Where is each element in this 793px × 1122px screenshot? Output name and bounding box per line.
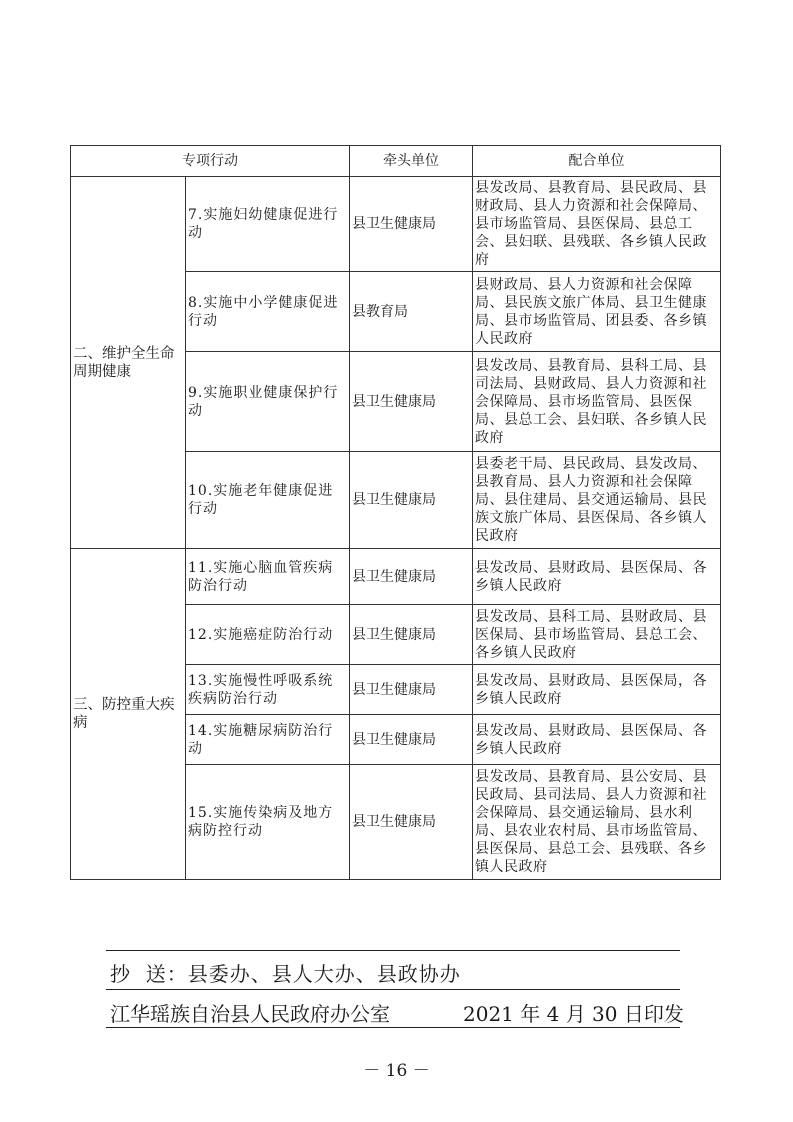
lead-cell: 县卫生健康局	[350, 665, 473, 715]
action-cell: 13.实施慢性呼吸系统疾病防治行动	[186, 665, 350, 715]
category-cell: 三、防控重大疾病	[71, 549, 186, 880]
coop-cell: 县发改局、县财政局、县医保局、各乡镇人民政府	[473, 549, 721, 605]
coop-cell: 县发改局、县教育局、县民政局、县财政局、县人力资源和社会保障局、县市场监管局、县医保局、县总工会、县妇联、县残联、各乡镇人民政府	[473, 177, 721, 272]
page-number: － 16 －	[363, 1061, 430, 1081]
table-row	[71, 177, 721, 272]
lead-cell: 县卫生健康局	[350, 765, 473, 880]
footer-divider-bottom	[106, 1027, 680, 1028]
action-cell: 10.实施老年健康促进行动	[186, 452, 350, 549]
header-lead: 牵头单位	[350, 146, 473, 177]
table-header-row	[71, 146, 721, 177]
action-cell: 11.实施心脑血管疾病防治行动	[186, 549, 350, 605]
action-cell: 7.实施妇幼健康促进行动	[186, 177, 350, 272]
coop-cell: 县发改局、县教育局、县公安局、县民政局、县司法局、县人力资源和社会保障局、县交通运输局、县水利局、县农业农村局、县市场监管局、县医保局、县总工会、县残联、各乡镇人民政府	[473, 765, 721, 880]
coop-cell: 县发改局、县科工局、县财政局、县医保局、县市场监管局、县总工会、各乡镇人民政府	[473, 605, 721, 665]
lead-cell: 县卫生健康局	[350, 605, 473, 665]
table-row	[71, 549, 721, 605]
footer-divider-top	[106, 950, 680, 951]
coop-cell: 县委老干局、县民政局、县发改局、县教育局、县人力资源和社会保障局、县住建局、县交通运输局、县民族文旅广体局、县医保局、各乡镇人民政府	[473, 452, 721, 549]
action-table	[70, 145, 721, 880]
coop-cell: 县发改局、县财政局、县医保局、各乡镇人民政府	[473, 715, 721, 765]
action-cell: 9.实施职业健康保护行动	[186, 352, 350, 452]
cc-line: 抄 送：县委办、县人大办、县政协办	[110, 962, 461, 986]
issue-date: 2021 年 4 月 30 日印发	[463, 1002, 684, 1026]
coop-cell: 县发改局、县教育局、县科工局、县司法局、县财政局、县人力资源和社会保障局、县市场监管局、县医保局、县总工会、县妇联、各乡镇人民政府	[473, 352, 721, 452]
footer-divider-middle	[106, 989, 680, 990]
header-action: 专项行动	[71, 146, 350, 177]
lead-cell: 县卫生健康局	[350, 177, 473, 272]
issuing-office: 江华瑶族自治县人民政府办公室	[110, 1002, 390, 1026]
coop-cell: 县财政局、县人力资源和社会保障局、县民族文旅广体局、县卫生健康局、县市场监管局、团县委、各乡镇人民政府	[473, 272, 721, 352]
header-coop: 配合单位	[473, 146, 721, 177]
lead-cell: 县教育局	[350, 272, 473, 352]
lead-cell: 县卫生健康局	[350, 715, 473, 765]
coop-cell: 县发改局、县财政局、县医保局，各乡镇人民政府	[473, 665, 721, 715]
lead-cell: 县卫生健康局	[350, 549, 473, 605]
action-cell: 14.实施糖尿病防治行动	[186, 715, 350, 765]
lead-cell: 县卫生健康局	[350, 452, 473, 549]
action-cell: 8.实施中小学健康促进行动	[186, 272, 350, 352]
category-cell: 二、维护全生命周期健康	[71, 177, 186, 549]
action-cell: 15.实施传染病及地方病防控行动	[186, 765, 350, 880]
action-cell: 12.实施癌症防治行动	[186, 605, 350, 665]
lead-cell: 县卫生健康局	[350, 352, 473, 452]
